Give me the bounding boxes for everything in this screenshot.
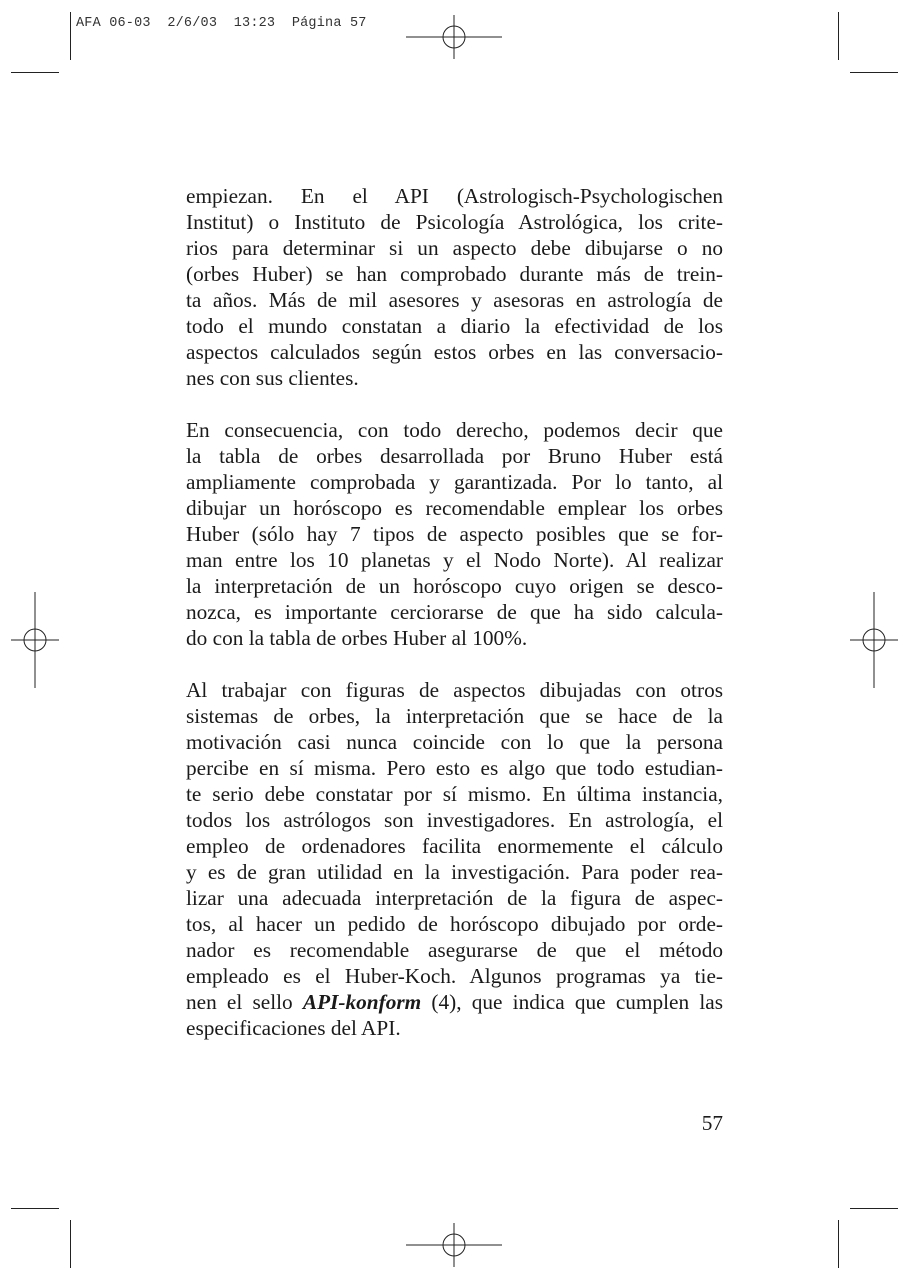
text-line: y es de gran utilidad en la investigación. Para poder rea- [186, 860, 723, 884]
text-line: nador es recomendable asegurarse de que el método [186, 938, 723, 962]
text-line: En consecuencia, con todo derecho, podemos decir que [186, 418, 723, 442]
text-line: tos, al hacer un pedido de horóscopo dibujado por orde- [186, 912, 723, 936]
text-line: la interpretación de un horóscopo cuyo origen se desco- [186, 574, 723, 598]
text-fragment: (4), que indica que cumplen las [421, 990, 723, 1014]
text-line: man entre los 10 planetas y el Nodo Norte). Al realizar [186, 548, 723, 572]
crop-mark [70, 1220, 71, 1268]
crop-mark [838, 12, 839, 60]
text-line: nozca, es importante cerciorarse de que ha sido calcula- [186, 600, 723, 624]
text-line: lizar una adecuada interpretación de la figura de aspec- [186, 886, 723, 910]
text-line: la tabla de orbes desarrollada por Bruno Huber está [186, 444, 723, 468]
text-line: sistemas de orbes, la interpretación que se hace de la [186, 704, 723, 728]
registration-mark-icon [11, 592, 59, 688]
text-line: todo el mundo constatan a diario la efectividad de los [186, 314, 723, 338]
registration-mark-icon [406, 1223, 502, 1267]
text-line: dibujar un horóscopo es recomendable emplear los orbes [186, 496, 723, 520]
crop-mark [70, 12, 71, 60]
text-line: Al trabajar con figuras de aspectos dibujadas con otros [186, 678, 723, 702]
text-fragment: nen el sello [186, 990, 303, 1014]
text-line: Huber (sólo hay 7 tipos de aspecto posibles que se for- [186, 522, 723, 546]
paragraph [186, 677, 723, 1041]
text-line: te serio debe constatar por sí mismo. En última instancia, [186, 782, 723, 806]
print-slug: AFA 06-03 2/6/03 13:23 Página 57 [76, 16, 367, 31]
crop-mark [838, 1220, 839, 1268]
text-line: empiezan. En el API (Astrologisch-Psychologischen [186, 184, 723, 208]
paragraph [186, 417, 723, 651]
text-line: ta años. Más de mil asesores y asesoras en astrología de [186, 288, 723, 312]
text-line: motivación casi nunca coincide con lo que la persona [186, 730, 723, 754]
crop-mark [850, 72, 898, 73]
text-line [186, 989, 723, 1015]
page-number: 57 [701, 1111, 723, 1135]
text-line: ampliamente comprobada y garantizada. Por lo tanto, al [186, 470, 723, 494]
crop-mark [850, 1208, 898, 1209]
body-text [186, 183, 723, 1067]
crop-mark [11, 72, 59, 73]
text-line: nes con sus clientes. [186, 366, 359, 390]
text-line: todos los astrólogos son investigadores. En astrología, el [186, 808, 723, 832]
text-line: especificaciones del API. [186, 1016, 401, 1040]
text-line: do con la tabla de orbes Huber al 100%. [186, 626, 528, 650]
text-line: Institut) o Instituto de Psicología Astrológica, los crite- [186, 210, 723, 234]
text-line: aspectos calculados según estos orbes en las conversacio- [186, 340, 723, 364]
text-line: (orbes Huber) se han comprobado durante más de trein- [186, 262, 723, 286]
text-line: empleado es el Huber-Koch. Algunos programas ya tie- [186, 964, 723, 988]
registration-mark-icon [850, 592, 898, 688]
crop-mark [11, 1208, 59, 1209]
api-konform-seal: API-konform [302, 990, 422, 1014]
paragraph [186, 183, 723, 391]
text-line: percibe en sí misma. Pero esto es algo que todo estudian- [186, 756, 723, 780]
text-line: rios para determinar si un aspecto debe dibujarse o no [186, 236, 723, 260]
registration-mark-icon [406, 15, 502, 59]
text-line: empleo de ordenadores facilita enormemente el cálculo [186, 834, 723, 858]
